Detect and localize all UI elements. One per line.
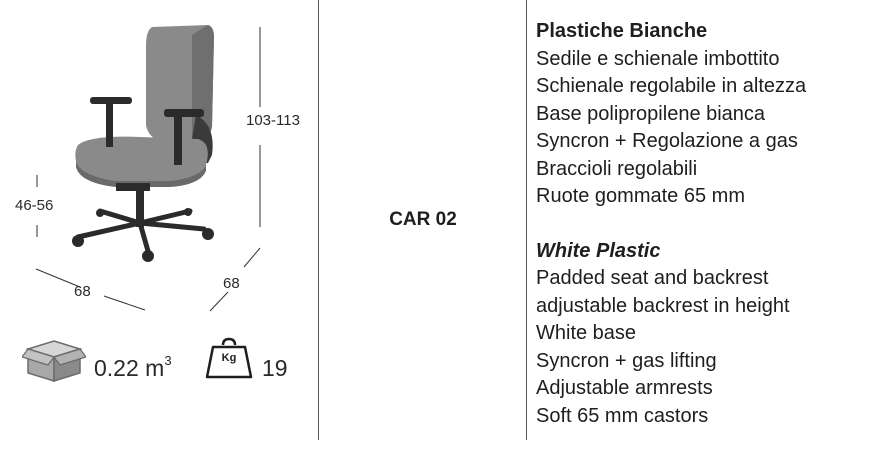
english-line: Soft 65 mm castors <box>536 404 709 427</box>
volume-exponent: 3 <box>164 353 172 368</box>
package-weight <box>205 333 315 393</box>
italian-line: Syncron + Regolazione a gas <box>536 130 798 152</box>
product-description <box>536 18 886 430</box>
italian-line: Base polipropilene bianca <box>536 102 766 125</box>
english-line: White base <box>536 322 637 344</box>
divider-right <box>526 0 527 440</box>
italian-line: Schienale regolabile in altezza <box>536 75 807 97</box>
italian-title: Plastiche Bianche <box>536 20 708 42</box>
depth-dimension-label: 68 <box>223 275 240 292</box>
italian-line: Ruote gommate 65 mm <box>536 185 745 207</box>
english-line: Syncron + gas lifting <box>536 349 717 372</box>
package-volume <box>22 333 212 393</box>
english-line: Adjustable armrests <box>536 377 713 399</box>
weight-value: 19 <box>262 355 288 381</box>
volume-value <box>94 355 172 382</box>
height-dimension-label: 103-113 <box>246 112 300 129</box>
italian-line: Braccioli regolabili <box>536 157 698 180</box>
weight-unit-label: Kg <box>221 352 237 364</box>
office-chair-image <box>20 15 320 315</box>
italian-line: Sedile e schienale imbottito <box>536 47 780 70</box>
package-box-icon <box>22 335 86 385</box>
english-title: White Plastic <box>536 239 661 262</box>
product-code: CAR 02 <box>389 209 457 230</box>
english-line: adjustable backrest in height <box>536 294 790 317</box>
width-dimension-label: 68 <box>74 283 91 300</box>
seat-height-dimension-label: 46-56 <box>15 197 54 214</box>
volume-number: 0.22 m <box>94 355 165 381</box>
english-line: Padded seat and backrest <box>536 267 769 289</box>
spacer <box>536 211 886 238</box>
